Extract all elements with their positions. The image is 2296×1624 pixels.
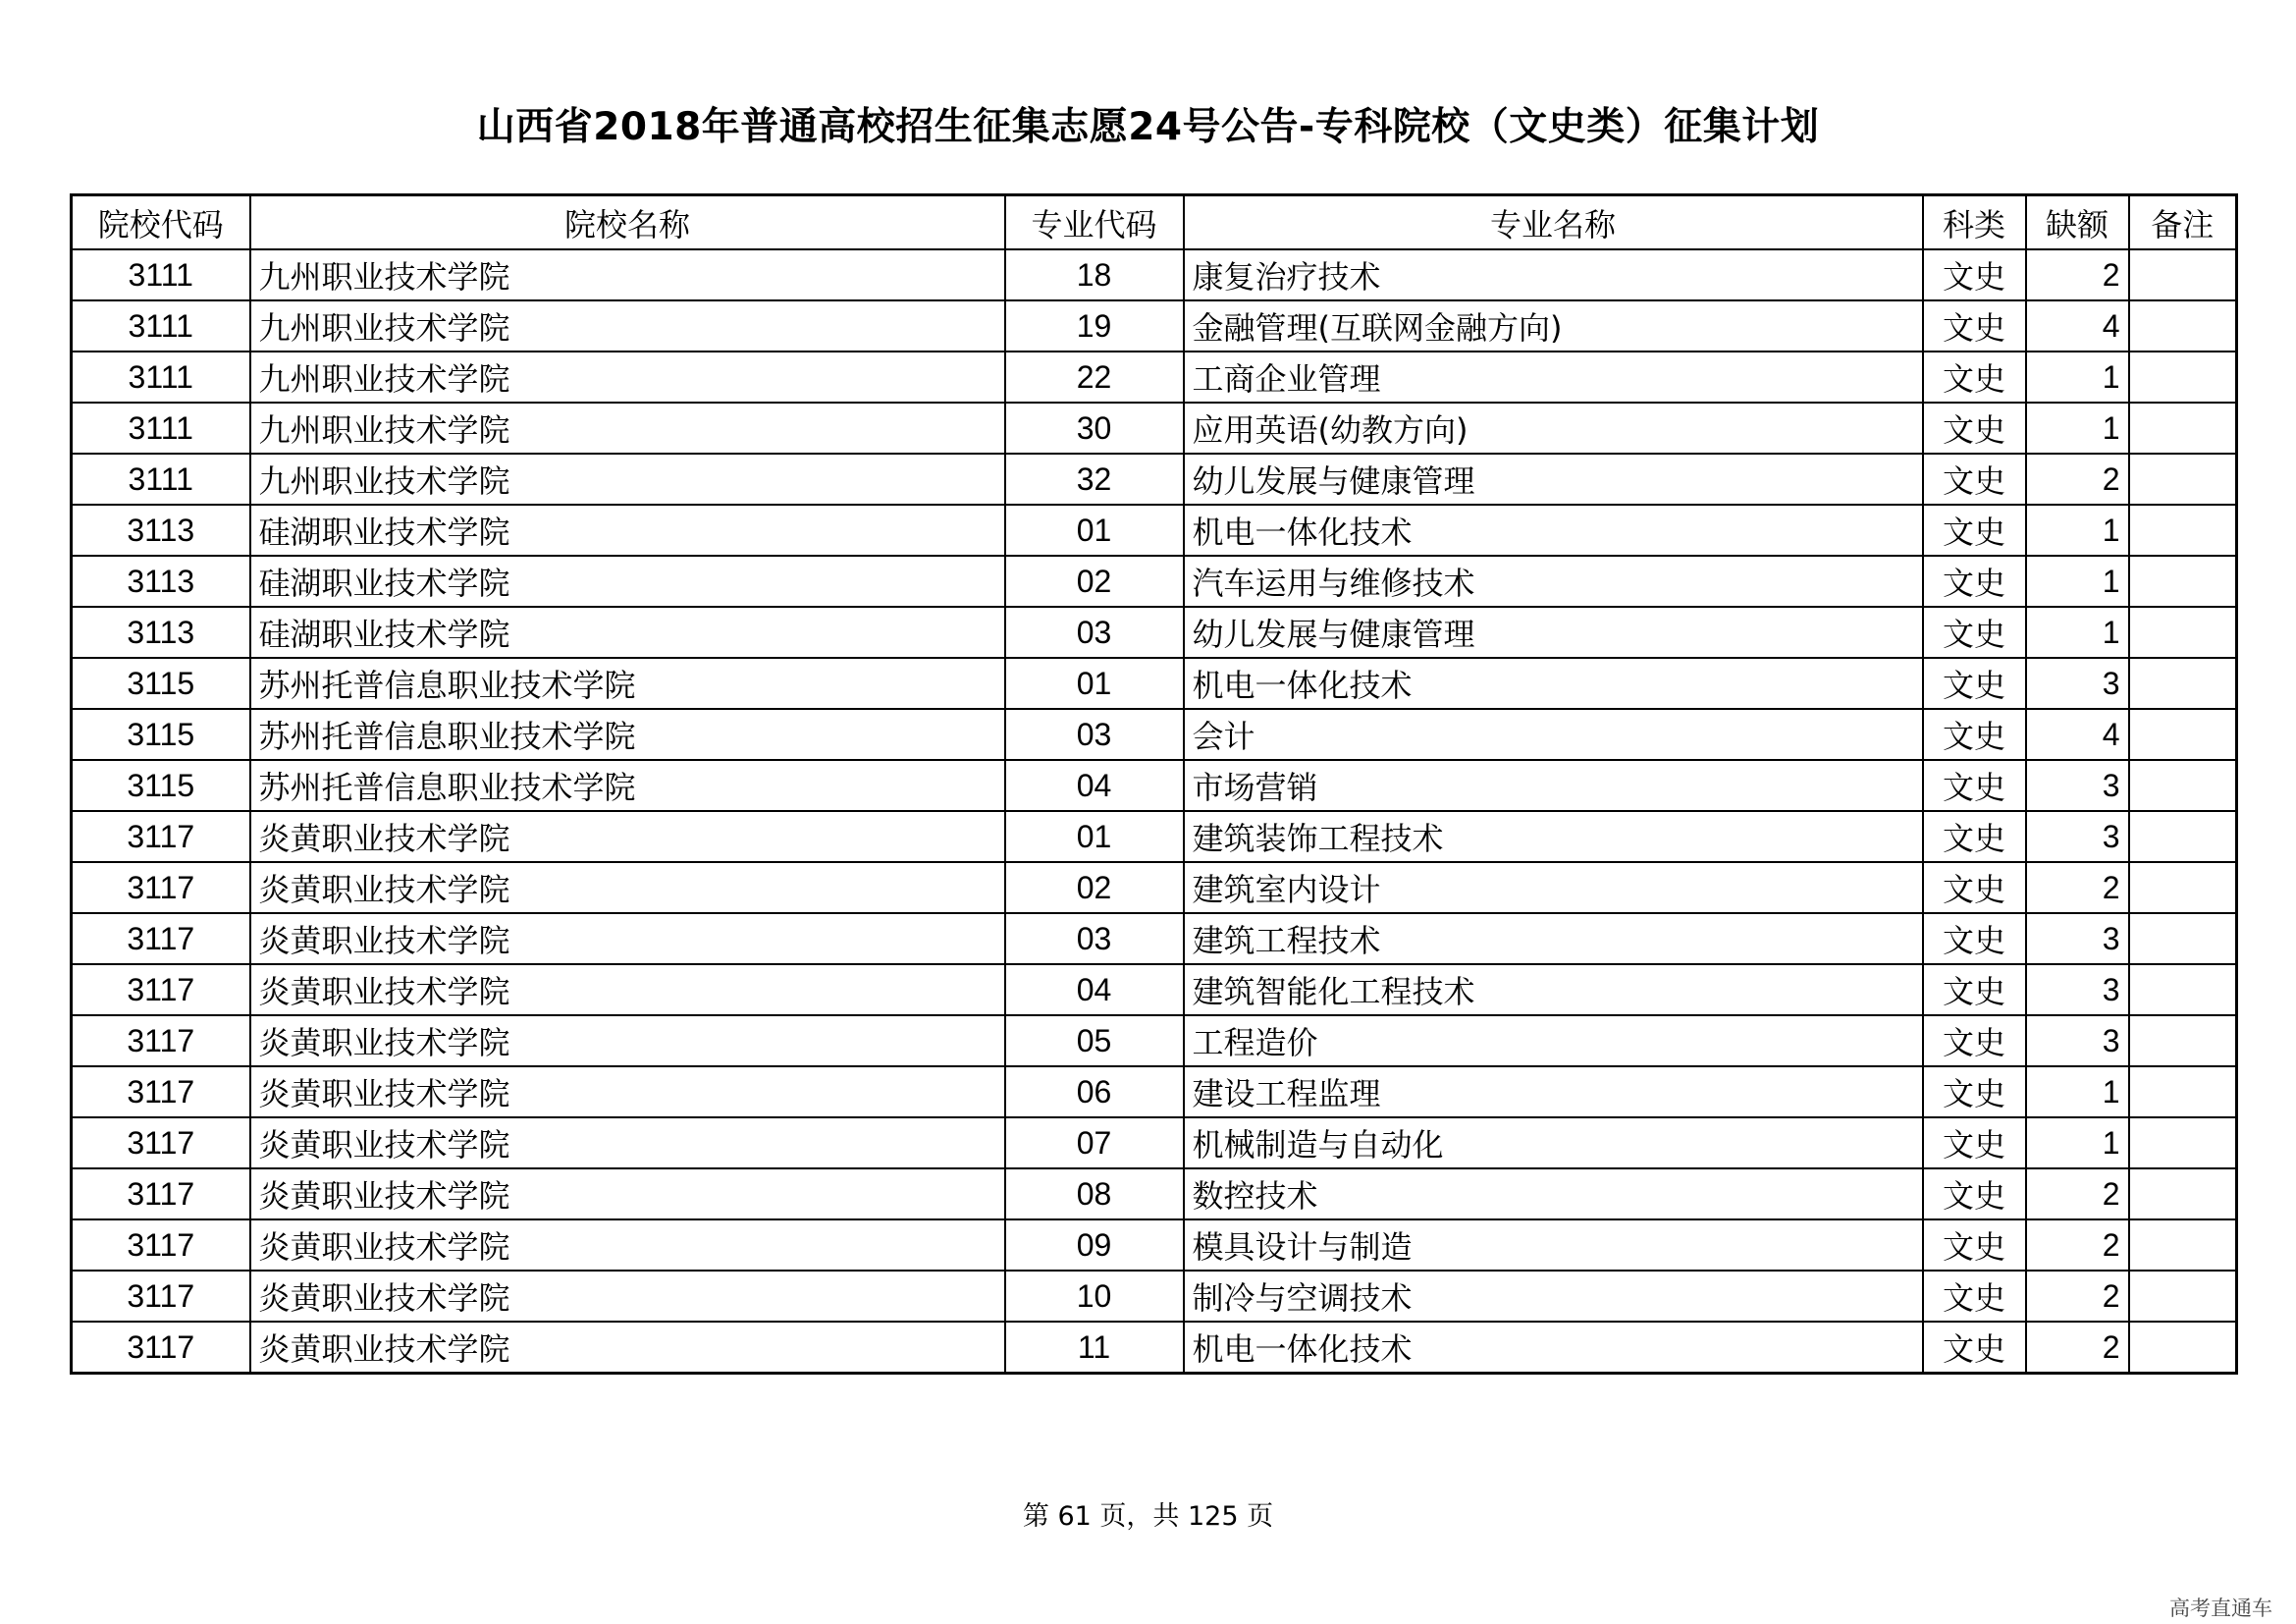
school-code-cell: 3115 xyxy=(72,658,250,709)
school-name-cell: 硅湖职业技术学院 xyxy=(250,607,1005,658)
school-name-cell: 九州职业技术学院 xyxy=(250,352,1005,403)
category-cell: 文史 xyxy=(1923,1219,2026,1271)
category-cell: 文史 xyxy=(1923,1066,2026,1117)
remarks-cell xyxy=(2129,505,2237,556)
major-name-cell: 市场营销 xyxy=(1184,760,1923,811)
remarks-cell xyxy=(2129,1015,2237,1066)
category-cell: 文史 xyxy=(1923,607,2026,658)
enrollment-plan-table xyxy=(70,193,2238,1375)
table-row xyxy=(72,556,2237,607)
school-name-cell: 九州职业技术学院 xyxy=(250,300,1005,352)
major-name-cell: 制冷与空调技术 xyxy=(1184,1271,1923,1322)
remarks-cell xyxy=(2129,403,2237,454)
vacancy-cell: 1 xyxy=(2026,505,2129,556)
school-code-cell: 3117 xyxy=(72,1117,250,1168)
page-number: 第 61 页，共 125 页 xyxy=(1022,1501,1274,1532)
major-name-cell: 建筑工程技术 xyxy=(1184,913,1923,964)
major-name-cell: 机电一体化技术 xyxy=(1184,658,1923,709)
school-name-cell: 硅湖职业技术学院 xyxy=(250,505,1005,556)
school-name-cell: 炎黄职业技术学院 xyxy=(250,811,1005,862)
major-name-cell: 幼儿发展与健康管理 xyxy=(1184,607,1923,658)
school-name-cell: 九州职业技术学院 xyxy=(250,403,1005,454)
vacancy-cell: 2 xyxy=(2026,454,2129,505)
school-code-cell: 3111 xyxy=(72,300,250,352)
table-row xyxy=(72,607,2237,658)
school-name-cell: 硅湖职业技术学院 xyxy=(250,556,1005,607)
major-code-cell: 02 xyxy=(1005,862,1184,913)
table-row xyxy=(72,709,2237,760)
table-row xyxy=(72,658,2237,709)
category-cell: 文史 xyxy=(1923,1015,2026,1066)
major-code-cell: 01 xyxy=(1005,658,1184,709)
col-header-school-code: 院校代码 xyxy=(72,195,250,250)
remarks-cell xyxy=(2129,1117,2237,1168)
major-name-cell: 应用英语(幼教方向) xyxy=(1184,403,1923,454)
school-name-cell: 炎黄职业技术学院 xyxy=(250,1219,1005,1271)
major-code-cell: 01 xyxy=(1005,811,1184,862)
category-cell: 文史 xyxy=(1923,403,2026,454)
school-code-cell: 3117 xyxy=(72,1015,250,1066)
school-code-cell: 3111 xyxy=(72,403,250,454)
major-name-cell: 幼儿发展与健康管理 xyxy=(1184,454,1923,505)
category-cell: 文史 xyxy=(1923,964,2026,1015)
vacancy-cell: 3 xyxy=(2026,760,2129,811)
major-code-cell: 04 xyxy=(1005,760,1184,811)
remarks-cell xyxy=(2129,658,2237,709)
vacancy-cell: 3 xyxy=(2026,964,2129,1015)
remarks-cell xyxy=(2129,1322,2237,1374)
major-code-cell: 22 xyxy=(1005,352,1184,403)
table-row xyxy=(72,505,2237,556)
table-header-row xyxy=(72,195,2237,250)
page-title: 山西省2018年普通高校招生征集志愿24号公告-专科院校（文史类）征集计划 xyxy=(476,105,1820,149)
category-cell: 文史 xyxy=(1923,709,2026,760)
major-code-cell: 05 xyxy=(1005,1015,1184,1066)
category-cell: 文史 xyxy=(1923,1322,2026,1374)
school-code-cell: 3117 xyxy=(72,1271,250,1322)
table-body xyxy=(72,249,2237,1374)
school-name-cell: 炎黄职业技术学院 xyxy=(250,1322,1005,1374)
major-code-cell: 18 xyxy=(1005,249,1184,300)
category-cell: 文史 xyxy=(1923,1117,2026,1168)
major-name-cell: 建筑室内设计 xyxy=(1184,862,1923,913)
remarks-cell xyxy=(2129,964,2237,1015)
major-name-cell: 会计 xyxy=(1184,709,1923,760)
major-code-cell: 03 xyxy=(1005,913,1184,964)
remarks-cell xyxy=(2129,1271,2237,1322)
category-cell: 文史 xyxy=(1923,913,2026,964)
school-code-cell: 3111 xyxy=(72,454,250,505)
major-name-cell: 汽车运用与维修技术 xyxy=(1184,556,1923,607)
remarks-cell xyxy=(2129,556,2237,607)
col-header-major-code: 专业代码 xyxy=(1005,195,1184,250)
school-name-cell: 九州职业技术学院 xyxy=(250,249,1005,300)
table-row xyxy=(72,964,2237,1015)
major-code-cell: 19 xyxy=(1005,300,1184,352)
vacancy-cell: 4 xyxy=(2026,300,2129,352)
vacancy-cell: 3 xyxy=(2026,811,2129,862)
vacancy-cell: 2 xyxy=(2026,1322,2129,1374)
col-header-major-name: 专业名称 xyxy=(1184,195,1923,250)
major-code-cell: 10 xyxy=(1005,1271,1184,1322)
major-name-cell: 康复治疗技术 xyxy=(1184,249,1923,300)
school-name-cell: 苏州托普信息职业技术学院 xyxy=(250,709,1005,760)
school-code-cell: 3115 xyxy=(72,709,250,760)
major-name-cell: 机电一体化技术 xyxy=(1184,505,1923,556)
major-name-cell: 数控技术 xyxy=(1184,1168,1923,1219)
vacancy-cell: 1 xyxy=(2026,1117,2129,1168)
vacancy-cell: 3 xyxy=(2026,913,2129,964)
major-code-cell: 07 xyxy=(1005,1117,1184,1168)
major-code-cell: 30 xyxy=(1005,403,1184,454)
watermark: 高考直通车 xyxy=(2169,1597,2272,1620)
col-header-vacancy: 缺额 xyxy=(2026,195,2129,250)
school-name-cell: 炎黄职业技术学院 xyxy=(250,862,1005,913)
school-code-cell: 3117 xyxy=(72,811,250,862)
vacancy-cell: 2 xyxy=(2026,1219,2129,1271)
remarks-cell xyxy=(2129,1066,2237,1117)
school-name-cell: 炎黄职业技术学院 xyxy=(250,1117,1005,1168)
major-code-cell: 09 xyxy=(1005,1219,1184,1271)
remarks-cell xyxy=(2129,1219,2237,1271)
category-cell: 文史 xyxy=(1923,505,2026,556)
vacancy-cell: 2 xyxy=(2026,1168,2129,1219)
vacancy-cell: 1 xyxy=(2026,1066,2129,1117)
table-row xyxy=(72,1066,2237,1117)
remarks-cell xyxy=(2129,913,2237,964)
remarks-cell xyxy=(2129,760,2237,811)
category-cell: 文史 xyxy=(1923,352,2026,403)
vacancy-cell: 4 xyxy=(2026,709,2129,760)
remarks-cell xyxy=(2129,811,2237,862)
major-code-cell: 32 xyxy=(1005,454,1184,505)
school-code-cell: 3117 xyxy=(72,1219,250,1271)
major-name-cell: 模具设计与制造 xyxy=(1184,1219,1923,1271)
school-name-cell: 炎黄职业技术学院 xyxy=(250,1168,1005,1219)
remarks-cell xyxy=(2129,862,2237,913)
school-code-cell: 3117 xyxy=(72,862,250,913)
major-name-cell: 建设工程监理 xyxy=(1184,1066,1923,1117)
major-code-cell: 08 xyxy=(1005,1168,1184,1219)
school-code-cell: 3111 xyxy=(72,249,250,300)
remarks-cell xyxy=(2129,454,2237,505)
school-name-cell: 炎黄职业技术学院 xyxy=(250,1066,1005,1117)
major-code-cell: 03 xyxy=(1005,607,1184,658)
vacancy-cell: 1 xyxy=(2026,403,2129,454)
category-cell: 文史 xyxy=(1923,811,2026,862)
table-row xyxy=(72,300,2237,352)
school-name-cell: 炎黄职业技术学院 xyxy=(250,1271,1005,1322)
vacancy-cell: 2 xyxy=(2026,1271,2129,1322)
category-cell: 文史 xyxy=(1923,658,2026,709)
major-name-cell: 机电一体化技术 xyxy=(1184,1322,1923,1374)
table-row xyxy=(72,1219,2237,1271)
school-code-cell: 3117 xyxy=(72,1168,250,1219)
school-code-cell: 3117 xyxy=(72,1322,250,1374)
remarks-cell xyxy=(2129,1168,2237,1219)
vacancy-cell: 1 xyxy=(2026,352,2129,403)
table-row xyxy=(72,811,2237,862)
table-row xyxy=(72,403,2237,454)
category-cell: 文史 xyxy=(1923,454,2026,505)
vacancy-cell: 1 xyxy=(2026,556,2129,607)
category-cell: 文史 xyxy=(1923,1271,2026,1322)
major-name-cell: 工程造价 xyxy=(1184,1015,1923,1066)
table-row xyxy=(72,1322,2237,1374)
remarks-cell xyxy=(2129,300,2237,352)
major-code-cell: 03 xyxy=(1005,709,1184,760)
major-name-cell: 建筑装饰工程技术 xyxy=(1184,811,1923,862)
school-code-cell: 3113 xyxy=(72,505,250,556)
category-cell: 文史 xyxy=(1923,300,2026,352)
category-cell: 文史 xyxy=(1923,862,2026,913)
school-code-cell: 3113 xyxy=(72,556,250,607)
major-code-cell: 01 xyxy=(1005,505,1184,556)
school-name-cell: 九州职业技术学院 xyxy=(250,454,1005,505)
table-row xyxy=(72,1271,2237,1322)
school-code-cell: 3117 xyxy=(72,964,250,1015)
remarks-cell xyxy=(2129,607,2237,658)
table-row xyxy=(72,913,2237,964)
table-row xyxy=(72,862,2237,913)
table-row xyxy=(72,760,2237,811)
col-header-remarks: 备注 xyxy=(2129,195,2237,250)
major-name-cell: 机械制造与自动化 xyxy=(1184,1117,1923,1168)
school-name-cell: 炎黄职业技术学院 xyxy=(250,913,1005,964)
vacancy-cell: 3 xyxy=(2026,658,2129,709)
school-code-cell: 3117 xyxy=(72,1066,250,1117)
school-code-cell: 3111 xyxy=(72,352,250,403)
table-row xyxy=(72,1015,2237,1066)
table-row xyxy=(72,352,2237,403)
major-name-cell: 工商企业管理 xyxy=(1184,352,1923,403)
remarks-cell xyxy=(2129,709,2237,760)
table-row xyxy=(72,454,2237,505)
major-code-cell: 04 xyxy=(1005,964,1184,1015)
table-row xyxy=(72,1168,2237,1219)
major-name-cell: 金融管理(互联网金融方向) xyxy=(1184,300,1923,352)
col-header-category: 科类 xyxy=(1923,195,2026,250)
vacancy-cell: 1 xyxy=(2026,607,2129,658)
school-name-cell: 苏州托普信息职业技术学院 xyxy=(250,760,1005,811)
table-row xyxy=(72,249,2237,300)
table-row xyxy=(72,1117,2237,1168)
category-cell: 文史 xyxy=(1923,249,2026,300)
major-code-cell: 11 xyxy=(1005,1322,1184,1374)
col-header-school-name: 院校名称 xyxy=(250,195,1005,250)
remarks-cell xyxy=(2129,352,2237,403)
school-name-cell: 炎黄职业技术学院 xyxy=(250,1015,1005,1066)
vacancy-cell: 2 xyxy=(2026,862,2129,913)
school-name-cell: 苏州托普信息职业技术学院 xyxy=(250,658,1005,709)
school-code-cell: 3117 xyxy=(72,913,250,964)
category-cell: 文史 xyxy=(1923,1168,2026,1219)
category-cell: 文史 xyxy=(1923,556,2026,607)
major-code-cell: 06 xyxy=(1005,1066,1184,1117)
category-cell: 文史 xyxy=(1923,760,2026,811)
vacancy-cell: 2 xyxy=(2026,249,2129,300)
school-code-cell: 3113 xyxy=(72,607,250,658)
vacancy-cell: 3 xyxy=(2026,1015,2129,1066)
school-code-cell: 3115 xyxy=(72,760,250,811)
remarks-cell xyxy=(2129,249,2237,300)
school-name-cell: 炎黄职业技术学院 xyxy=(250,964,1005,1015)
major-name-cell: 建筑智能化工程技术 xyxy=(1184,964,1923,1015)
major-code-cell: 02 xyxy=(1005,556,1184,607)
